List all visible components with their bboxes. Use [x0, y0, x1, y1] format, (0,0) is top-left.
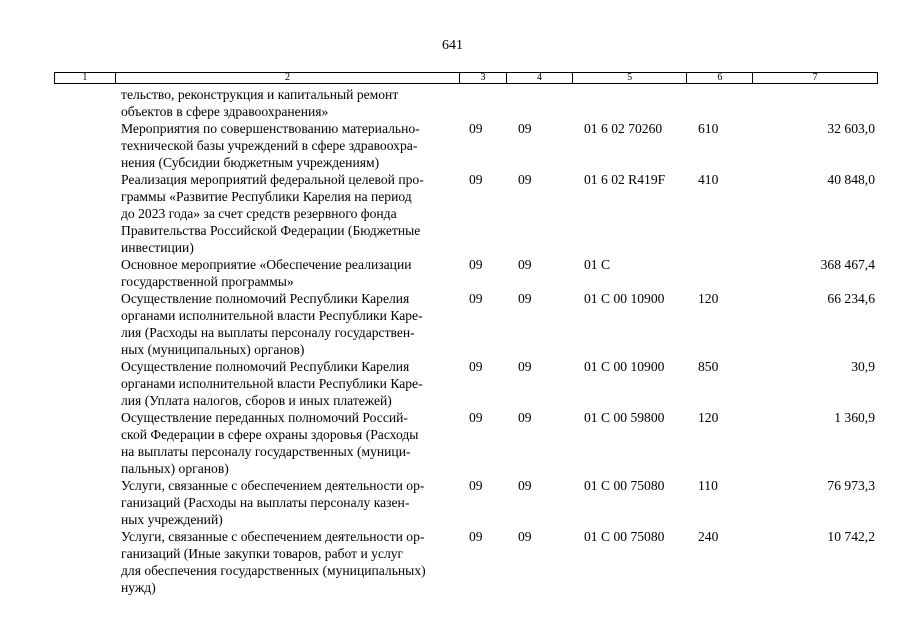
- row-description: [115, 409, 460, 477]
- description-line: объектов в сфере здравоохранения»: [121, 104, 329, 119]
- section-code: 09: [469, 410, 483, 425]
- description-line: Услуги, связанные с обеспечением деятельности ор-: [121, 529, 425, 544]
- description-line: нужд): [121, 580, 156, 595]
- row-description: [115, 171, 460, 256]
- section-code: 09: [469, 257, 483, 272]
- description-line: Услуги, связанные с обеспечением деятельности ор-: [121, 478, 425, 493]
- description-line: нения (Субсидии бюджетным учреждениям): [121, 155, 380, 170]
- description-line: инвестиции): [121, 240, 194, 255]
- description-line: для обеспечения государственных (муниципальных): [121, 563, 426, 578]
- amount-value: 76 973,3: [827, 478, 875, 493]
- amount-value: 32 603,0: [827, 121, 875, 136]
- row-description: [115, 256, 460, 290]
- expense-type-code: 110: [698, 478, 718, 493]
- description-line: ганизаций (Иные закупки товаров, работ и услуг: [121, 546, 404, 561]
- target-article-code: 01 С 00 10900: [584, 291, 665, 306]
- description-line: Осуществление полномочий Республики Карелия: [121, 359, 410, 374]
- subsection-code: 09: [518, 172, 532, 187]
- table-row: [54, 528, 878, 596]
- expense-type-code: 850: [698, 359, 719, 374]
- description-line: до 2023 года» за счет средств резервного фонда: [121, 206, 397, 221]
- description-line: лия (Уплата налогов, сборов и иных платежей): [121, 393, 392, 408]
- row-description: [115, 358, 460, 409]
- subsection-code: 09: [518, 529, 532, 544]
- column-header-2: 2: [116, 73, 460, 83]
- column-header-6: 6: [687, 73, 753, 83]
- section-code: 09: [469, 291, 483, 306]
- description-line: Мероприятия по совершенствованию материально-: [121, 121, 420, 136]
- description-line: пальных) органов): [121, 461, 229, 476]
- column-header-5: 5: [573, 73, 688, 83]
- description-line: органами исполнительной власти Республики Каре-: [121, 308, 423, 323]
- column-header-3: 3: [460, 73, 507, 83]
- budget-table-body: [54, 86, 878, 596]
- table-row: [54, 256, 878, 290]
- table-row: [54, 171, 878, 256]
- description-line: технической базы учреждений в сфере здравоохра-: [121, 138, 418, 153]
- amount-value: 368 467,4: [820, 257, 875, 272]
- description-line: Основное мероприятие «Обеспечение реализации: [121, 257, 412, 272]
- expense-type-code: [688, 86, 754, 120]
- section-code: [460, 86, 507, 120]
- column-header-4: 4: [507, 73, 573, 83]
- subsection-code: 09: [518, 410, 532, 425]
- subsection-code: 09: [518, 478, 532, 493]
- target-article-code: 01 С: [584, 257, 611, 272]
- table-row: [54, 86, 878, 120]
- amount-value: 1 360,9: [834, 410, 875, 425]
- expense-type-code: 120: [698, 291, 719, 306]
- subsection-code: 09: [518, 257, 532, 272]
- column-header-7: 7: [812, 72, 818, 83]
- row-description: [115, 528, 460, 596]
- row-description: [115, 86, 460, 120]
- table-row: [54, 358, 878, 409]
- column-header-1: 1: [55, 73, 116, 83]
- target-article-code: 01 С 00 10900: [584, 359, 665, 374]
- target-article-code: 01 С 00 59800: [584, 410, 665, 425]
- description-line: Правительства Российской Федерации (Бюджетные: [121, 223, 421, 238]
- target-article-code: 01 С 00 75080: [584, 529, 665, 544]
- expense-type-code: 610: [698, 121, 719, 136]
- amount-value: 10 742,2: [827, 529, 875, 544]
- subsection-code: 09: [518, 359, 532, 374]
- amount-value: [754, 86, 878, 120]
- expense-type-code: 120: [698, 410, 719, 425]
- section-code: 09: [469, 529, 483, 544]
- section-code: 09: [469, 478, 483, 493]
- target-article-code: 01 6 02 R419F: [584, 172, 666, 187]
- description-line: Осуществление переданных полномочий Россий-: [121, 410, 408, 425]
- amount-value: 66 234,6: [827, 291, 875, 306]
- row-description: [115, 120, 460, 171]
- section-code: 09: [469, 172, 483, 187]
- row-description: [115, 290, 460, 358]
- description-line: ской Федерации в сфере охраны здоровья (Расходы: [121, 427, 419, 442]
- description-line: ных (муниципальных) органов): [121, 342, 305, 357]
- subsection-code: 09: [518, 121, 532, 136]
- expense-type-code: 410: [698, 172, 719, 187]
- description-line: ных учреждений): [121, 512, 223, 527]
- table-row: [54, 120, 878, 171]
- description-line: ганизаций (Расходы на выплаты персоналу казен-: [121, 495, 410, 510]
- table-row: [54, 290, 878, 358]
- expense-type-code: 240: [698, 529, 719, 544]
- section-code: 09: [469, 121, 483, 136]
- target-article-code: [573, 86, 688, 120]
- description-line: Осуществление полномочий Республики Карелия: [121, 291, 410, 306]
- subsection-code: 09: [518, 291, 532, 306]
- description-line: граммы «Развитие Республики Карелия на период: [121, 189, 412, 204]
- expense-type-code: [688, 256, 754, 290]
- table-row: [54, 409, 878, 477]
- amount-value: 30,9: [851, 359, 875, 374]
- amount-value: 40 848,0: [827, 172, 875, 187]
- table-row: [54, 477, 878, 528]
- target-article-code: 01 С 00 75080: [584, 478, 665, 493]
- page-number: 641: [442, 38, 463, 53]
- description-line: государственной программы»: [121, 274, 294, 289]
- description-line: органами исполнительной власти Республики Каре-: [121, 376, 423, 391]
- subsection-code: [507, 86, 573, 120]
- description-line: лия (Расходы на выплаты персоналу государствен-: [121, 325, 415, 340]
- table-header-row: [54, 72, 878, 84]
- description-line: Реализация мероприятий федеральной целевой про-: [121, 172, 424, 187]
- description-line: тельство, реконструкция и капитальный ремонт: [121, 87, 399, 102]
- row-description: [115, 477, 460, 528]
- description-line: на выплаты персоналу государственных (муници-: [121, 444, 411, 459]
- section-code: 09: [469, 359, 483, 374]
- target-article-code: 01 6 02 70260: [584, 121, 663, 136]
